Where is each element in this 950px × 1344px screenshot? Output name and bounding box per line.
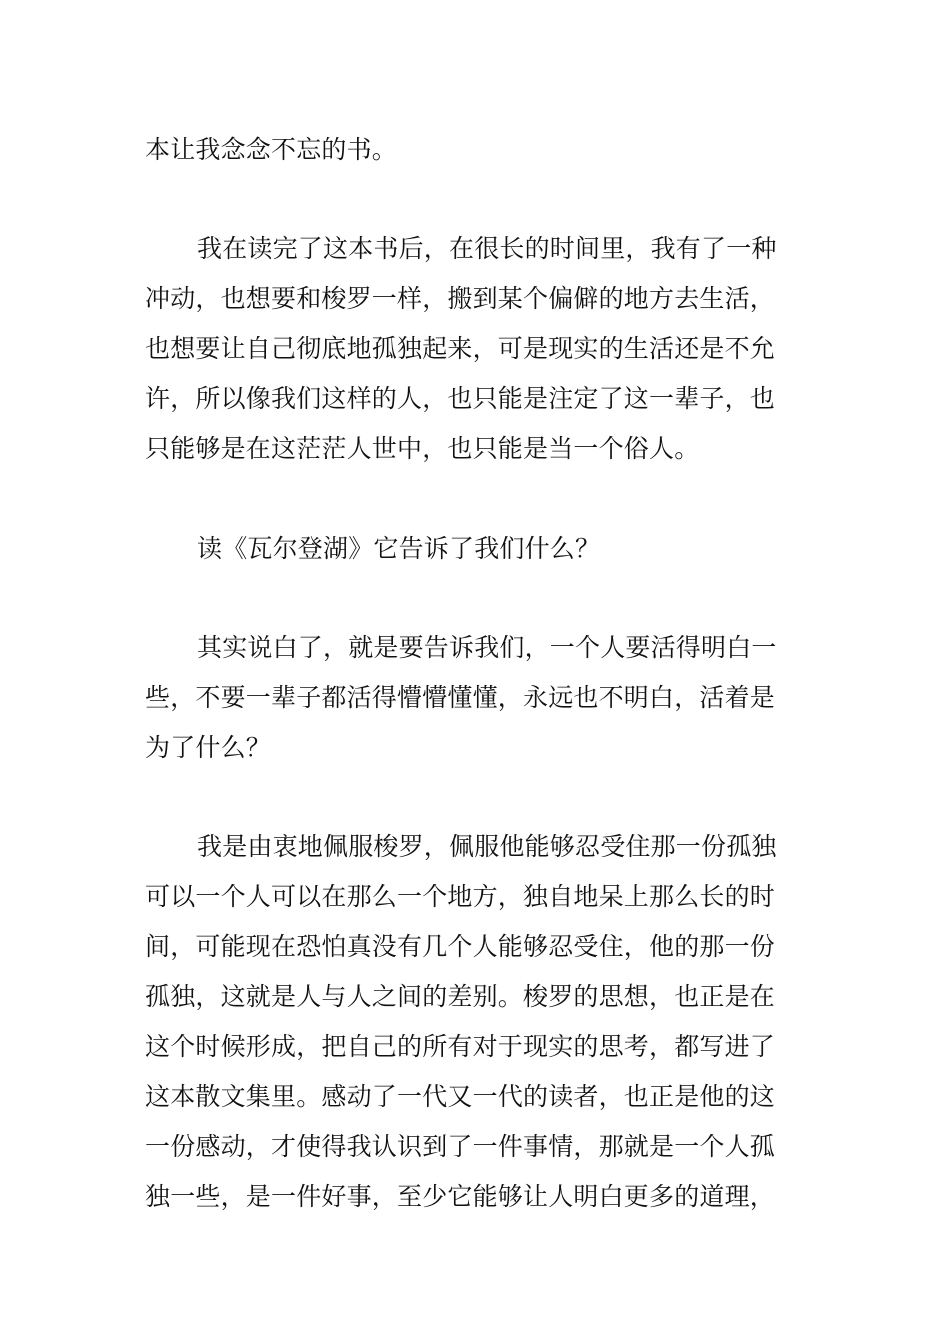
p4-line-7: 一份感动，才使得我认识到了一件事情，那就是一个人孤 [145,1132,776,1161]
p3-line-3: 为了什么？ [145,733,272,762]
p0-line-1: 本让我念念不忘的书。 [145,135,398,164]
p1-line-4: 许，所以像我们这样的人，也只能是注定了这一辈子，也 [145,384,776,413]
p1-line-5: 只能够是在这茫茫人世中，也只能是当一个俗人。 [145,434,700,463]
p4-line-1: 我是由衷地佩服梭罗，佩服他能够忍受住那一份孤独 [197,832,777,861]
p2-line-1: 读《瓦尔登湖》它告诉了我们什么？ [197,534,601,563]
p4-line-8: 独一些，是一件好事，至少它能够让人明白更多的道理， [145,1182,776,1211]
p3-line-1: 其实说白了，就是要告诉我们，一个人要活得明白一 [197,633,777,662]
p4-line-6: 这本散文集里。感动了一代又一代的读者，也正是他的这 [145,1082,776,1111]
p4-line-2: 可以一个人可以在那么一个地方，独自地呆上那么长的时 [145,882,776,911]
p4-line-3: 间，可能现在恐怕真没有几个人能够忍受住，他的那一份 [145,932,776,961]
p1-line-1: 我在读完了这本书后，在很长的时间里，我有了一种 [197,234,777,263]
p1-line-2: 冲动，也想要和梭罗一样，搬到某个偏僻的地方去生活， [145,284,776,313]
p1-line-3: 也想要让自己彻底地孤独起来，可是现实的生活还是不允 [145,334,776,363]
p4-line-4: 孤独，这就是人与人之间的差别。梭罗的思想，也正是在 [145,982,776,1011]
p4-line-5: 这个时候形成，把自己的所有对于现实的思考，都写进了 [145,1032,776,1061]
p3-line-2: 些，不要一辈子都活得懵懵懂懂，永远也不明白，活着是 [145,683,776,712]
